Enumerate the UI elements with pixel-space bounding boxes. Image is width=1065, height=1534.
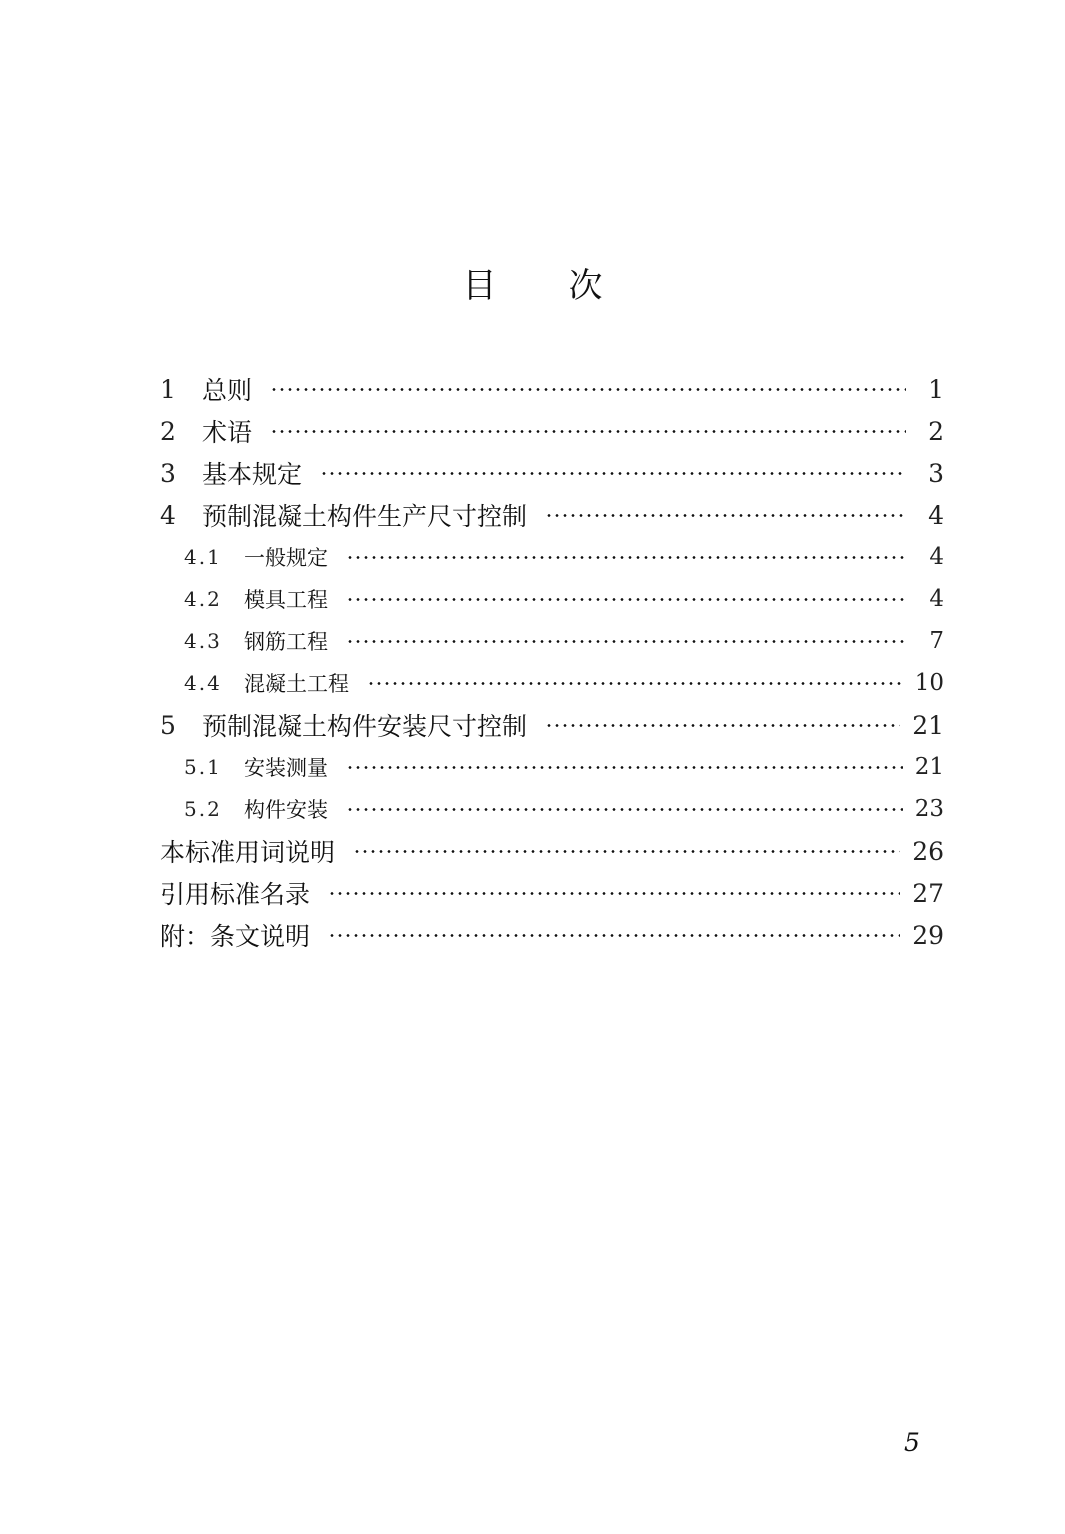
toc-entry-4-1[interactable] [160,536,944,578]
dot-leader [264,419,910,443]
toc-title-char-2: 次 [568,266,603,306]
toc-entry-label: 基本规定 [202,460,303,489]
dot-leader [340,545,910,569]
toc-entry-3[interactable] [160,452,944,494]
toc-entry-referenced-standards[interactable] [160,872,944,914]
toc-entry-5[interactable] [160,704,944,746]
toc-entry-number: 4.2 [184,587,222,611]
toc-entry-page: 27 [912,878,944,908]
dot-leader [340,755,907,779]
toc-entry-4-4[interactable] [160,662,944,704]
table-of-contents [160,368,944,956]
toc-entry-page: 4 [928,500,944,530]
toc-entry-5-2[interactable] [160,788,944,830]
toc-entry-page: 1 [928,374,944,404]
toc-entry-label: 构件安装 [244,798,328,822]
toc-entry-page: 29 [912,920,944,950]
toc-entry-page: 26 [912,836,944,866]
toc-entry-page: 4 [929,586,944,612]
dot-leader [539,713,904,737]
toc-entry-page: 23 [914,796,944,822]
toc-entry-appendix[interactable] [160,914,944,956]
toc-entry-5-1[interactable] [160,746,944,788]
dot-leader [340,587,910,611]
dot-leader [347,839,904,863]
dot-leader [361,671,907,695]
page-number: 5 [904,1428,920,1457]
toc-entry-number: 4.4 [184,671,222,695]
toc-entry-label: 引用标准名录 [160,880,311,909]
toc-entry-2[interactable] [160,410,944,452]
dot-leader [264,377,910,401]
toc-title-char-1: 目 [462,266,497,306]
dot-leader [340,629,910,653]
toc-entry-label: 本标准用词说明 [160,838,336,867]
toc-entry-wording-explanation[interactable] [160,830,944,872]
toc-entry-1[interactable] [160,368,944,410]
toc-entry-4-2[interactable] [160,578,944,620]
toc-entry-4[interactable] [160,494,944,536]
toc-entry-page: 4 [929,544,944,570]
toc-entry-number: 4.1 [184,545,222,569]
toc-entry-page: 21 [914,754,944,780]
toc-entry-label: 模具工程 [244,588,328,612]
toc-entry-label: 钢筋工程 [244,630,328,654]
toc-entry-page: 7 [929,628,944,654]
dot-leader [340,797,907,821]
dot-leader [539,503,910,527]
toc-entry-label: 术语 [202,418,253,447]
toc-entry-4-3[interactable] [160,620,944,662]
toc-entry-label: 一般规定 [244,546,328,570]
toc-entry-number: 4 [160,500,176,530]
toc-entry-label: 预制混凝土构件生产尺寸控制 [202,502,528,531]
toc-entry-label: 混凝土工程 [244,672,349,696]
toc-entry-label: 附：条文说明 [160,922,311,951]
toc-entry-label: 安装测量 [244,756,328,780]
toc-entry-page: 3 [928,458,944,488]
toc-entry-label: 预制混凝土构件安装尺寸控制 [202,712,528,741]
toc-entry-number: 5.2 [184,797,222,821]
toc-entry-number: 3 [160,458,176,488]
toc-entry-number: 4.3 [184,629,222,653]
toc-entry-number: 2 [160,416,176,446]
toc-entry-label: 总则 [202,376,253,405]
dot-leader [322,881,904,905]
dot-leader [322,923,904,947]
toc-entry-number: 5.1 [184,755,222,779]
toc-entry-page: 2 [928,416,944,446]
toc-entry-page: 10 [914,670,944,696]
toc-entry-number: 5 [160,710,176,740]
toc-title [0,262,1065,310]
toc-entry-number: 1 [160,374,176,404]
dot-leader [314,461,910,485]
toc-entry-page: 21 [912,710,944,740]
